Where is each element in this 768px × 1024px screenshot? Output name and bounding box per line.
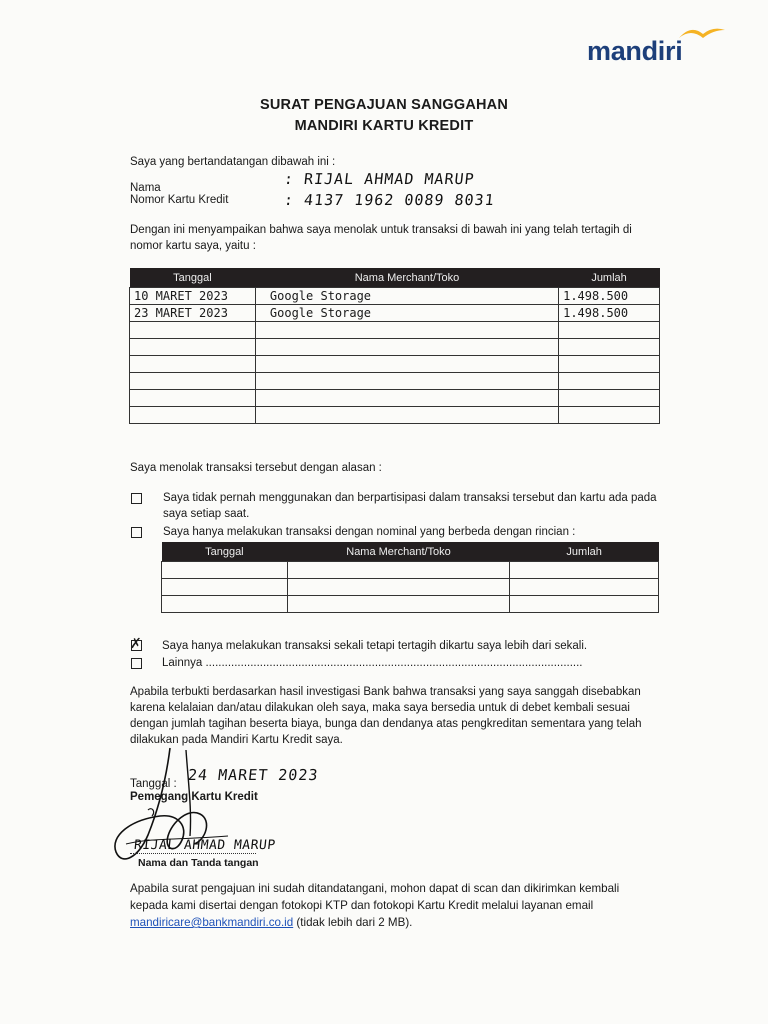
cell-jumlah [510,579,659,596]
cell-tanggal [130,339,256,356]
cell-jumlah [559,407,660,424]
option4-text: Lainnya ...................................................................................................................... [162,657,583,669]
col-tanggal: Tanggal [130,268,256,288]
table-row [130,305,660,322]
cell-jumlah [559,322,660,339]
table-row [130,407,660,424]
col-tanggal: Tanggal [162,542,288,562]
table-row [130,322,660,339]
clause-line1: Apabila terbukti berdasarkan hasil investigasi Bank bahwa transaksi yang saya sanggah disebabkan [130,686,641,698]
cell-merchant [255,407,558,424]
cell-tanggal [162,579,288,596]
holder-name: RIJAL AHMAD MARUP [133,838,277,853]
nama-value: : RIJAL AHMAD MARUP [283,170,476,188]
cell-tanggal [130,356,256,373]
title-line1: SURAT PENGAJUAN SANGGAHAN [259,97,509,113]
cell-tanggal [162,562,288,579]
option2-checkbox[interactable] [131,527,142,538]
cell-merchant [287,562,510,579]
cell-jumlah [510,596,659,613]
col-merchant: Nama Merchant/Toko [287,542,510,562]
cell-merchant [287,579,510,596]
reason-intro: Saya menolak transaksi tersebut dengan alasan : [130,462,382,474]
logo-swoosh-icon [677,22,727,42]
cell-jumlah [559,339,660,356]
col-jumlah: Jumlah [559,268,660,288]
mandiri-logo [585,22,735,72]
tanggal-value: 24 MARET 2023 [187,766,320,784]
cell-merchant: Google Storage [255,305,558,322]
intro-text: Saya yang bertandatangan dibawah ini : [130,156,336,168]
cell-merchant: Google Storage [255,288,558,305]
cell-merchant [255,356,558,373]
footer-line3-rest: (tidak lebih dari 2 MB). [293,916,413,929]
table-header-row [130,268,660,288]
cell-tanggal: 10 MARET 2023 [130,288,256,305]
nama-label: Nama [130,182,161,194]
option2-text: Saya hanya melakukan transaksi dengan nominal yang berbeda dengan rincian : [163,526,576,538]
clause-line3: dengan jumlah tagihan beserta biaya, bunga dan dendanya atas pengkreditan sementara yang telah [130,718,642,730]
footer-line2: kepada kami disertai dengan fotokopi KTP dan fotokopi Kartu Kredit melalui layanan email [130,899,594,912]
detail-table [161,542,659,613]
cell-tanggal [130,390,256,407]
table-header-row [162,542,659,562]
table-row [162,562,659,579]
kartu-value: : 4137 1962 0089 8031 [283,191,496,209]
col-jumlah: Jumlah [510,542,659,562]
cell-tanggal [130,322,256,339]
table-row [130,373,660,390]
cell-jumlah [559,373,660,390]
cell-tanggal [162,596,288,613]
logo-text: mandiri [587,36,683,66]
cell-jumlah [559,356,660,373]
option3-text: Saya hanya melakukan transaksi sekali tetapi tertagih dikartu saya lebih dari sekali. [162,640,588,652]
cell-tanggal [130,407,256,424]
table-row [130,288,660,305]
cell-jumlah: 1.498.500 [559,305,660,322]
cell-jumlah [510,562,659,579]
option1-line2: saya setiap saat. [163,508,250,520]
footer-line1: Apabila surat pengajuan ini sudah ditandatangani, mohon dapat di scan dan dikirimkan kembali [130,882,620,895]
cell-merchant [287,596,510,613]
footer-line3 [130,915,412,931]
table-row [162,579,659,596]
clause-line4: dilakukan pada Mandiri Kartu Kredit saya. [130,734,343,746]
col-merchant: Nama Merchant/Toko [255,268,558,288]
table-row [130,339,660,356]
signature-line [130,853,256,854]
option1-checkbox[interactable] [131,493,142,504]
cell-tanggal: 23 MARET 2023 [130,305,256,322]
statement-line1: Dengan ini menyampaikan bahwa saya menolak untuk transaksi di bawah ini yang telah tertagih di [130,224,632,236]
cell-merchant [255,339,558,356]
email-link[interactable]: mandiricare@bankmandiri.co.id [130,916,294,929]
kartu-label: Nomor Kartu Kredit [130,194,229,206]
tanggal-label: Tanggal : [130,778,177,790]
option1-line1: Saya tidak pernah menggunakan dan berpartisipasi dalam transaksi tersebut dan kartu ada pada [163,492,657,504]
clause-line2: karena kelalaian dan/atau dilakukan oleh saya, maka saya bersedia untuk di debet kembali sesuai [130,702,630,714]
statement-line2: nomor kartu saya, yaitu : [130,240,256,252]
table-row [130,356,660,373]
holder-label: Pemegang Kartu Kredit [130,791,258,803]
option4-checkbox[interactable] [131,658,142,669]
cell-tanggal [130,373,256,390]
title-line2: MANDIRI KARTU KREDIT [294,118,474,134]
name-sign-label: Nama dan Tanda tangan [138,857,259,869]
cell-merchant [255,390,558,407]
table-row [130,390,660,407]
cell-jumlah [559,390,660,407]
transaction-table [129,268,660,424]
cell-merchant [255,373,558,390]
cell-jumlah: 1.498.500 [559,288,660,305]
option3-check-mark: ✗ [130,635,142,651]
table-row [162,596,659,613]
cell-merchant [255,322,558,339]
